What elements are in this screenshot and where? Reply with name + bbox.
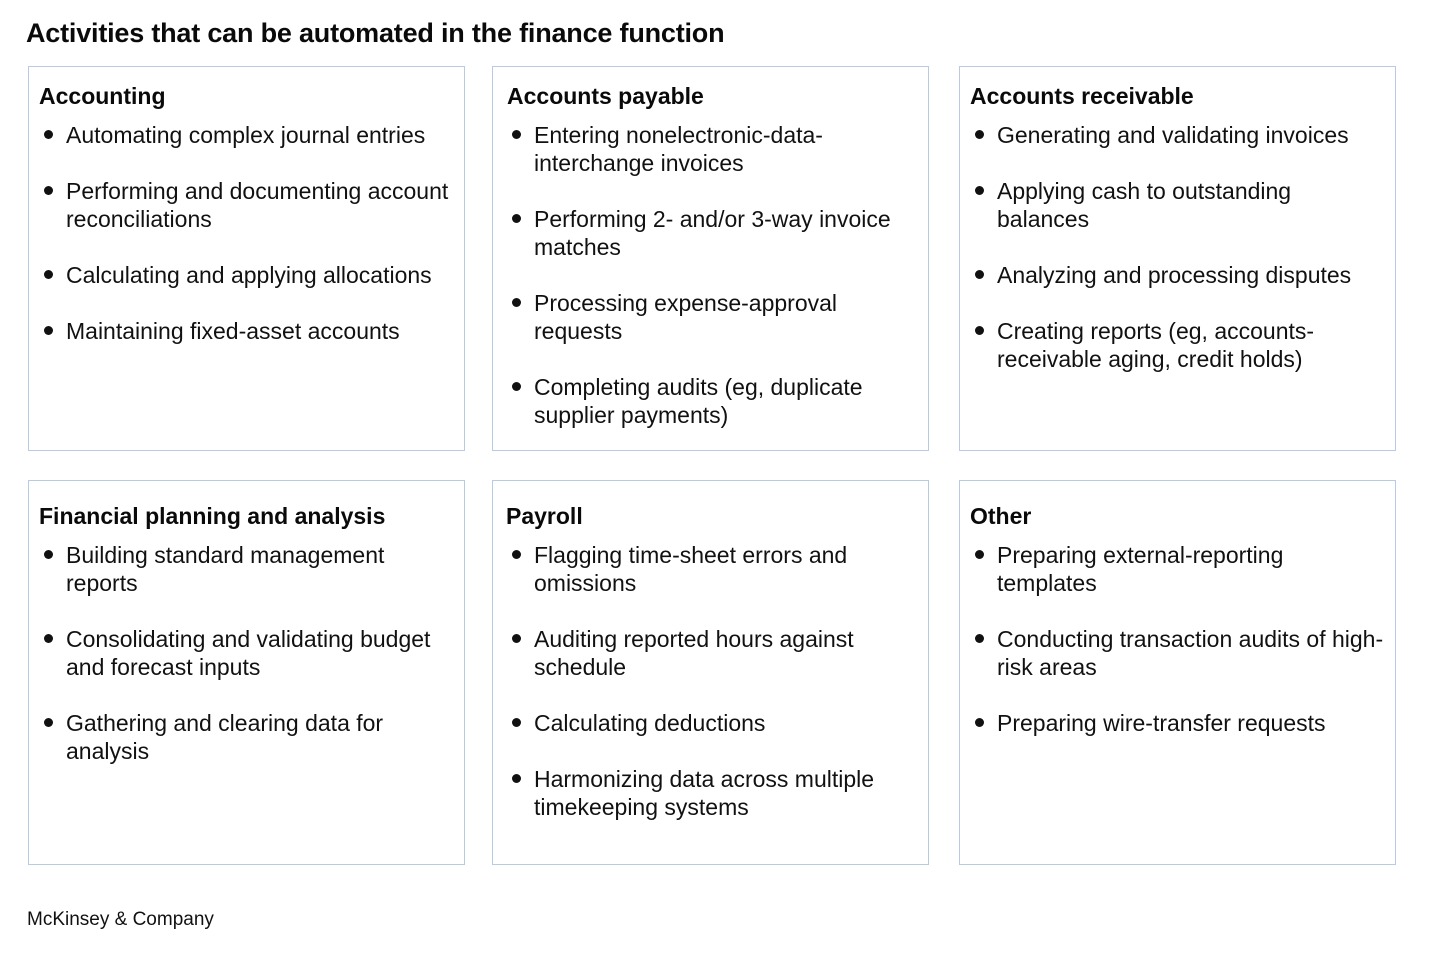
list-item: Calculating deductions (507, 709, 924, 737)
list-item: Performing 2- and/or 3-way invoice matches (507, 205, 924, 261)
activity-list (970, 121, 1389, 401)
activity-list (39, 121, 458, 373)
card-financial-planning (28, 480, 465, 865)
card-heading: Other (970, 503, 1032, 529)
page-title: Activities that can be automated in the finance function (26, 18, 725, 48)
list-item: Automating complex journal entries (39, 121, 458, 149)
list-item: Performing and documenting account reconciliations (39, 177, 458, 233)
list-item: Gathering and clearing data for analysis (39, 709, 458, 765)
list-item: Processing expense-approval requests (507, 289, 924, 345)
list-item: Generating and validating invoices (970, 121, 1389, 149)
list-item: Creating reports (eg, accounts-receivable aging, credit holds) (970, 317, 1389, 373)
activity-list (39, 541, 458, 793)
list-item: Maintaining fixed-asset accounts (39, 317, 458, 345)
card-accounting (28, 66, 465, 451)
list-item: Auditing reported hours against schedule (507, 625, 924, 681)
card-accounts-payable (492, 66, 929, 451)
card-heading: Accounts receivable (970, 83, 1194, 109)
activity-list (507, 121, 924, 457)
card-other (959, 480, 1396, 865)
card-heading: Accounting (39, 83, 166, 109)
activity-list (507, 541, 924, 849)
list-item: Consolidating and validating budget and forecast inputs (39, 625, 458, 681)
list-item: Calculating and applying allocations (39, 261, 458, 289)
list-item: Conducting transaction audits of high-risk areas (970, 625, 1389, 681)
list-item: Preparing external-reporting templates (970, 541, 1389, 597)
card-heading: Financial planning and analysis (39, 503, 386, 529)
list-item: Entering nonelectronic-data-interchange invoices (507, 121, 924, 177)
list-item: Building standard management reports (39, 541, 458, 597)
activity-list (970, 541, 1389, 765)
list-item: Preparing wire-transfer requests (970, 709, 1389, 737)
card-accounts-receivable (959, 66, 1396, 451)
list-item: Applying cash to outstanding balances (970, 177, 1389, 233)
footer-source: McKinsey & Company (27, 909, 214, 930)
list-item: Completing audits (eg, duplicate supplier payments) (507, 373, 924, 429)
card-heading: Accounts payable (507, 83, 704, 109)
list-item: Harmonizing data across multiple timekeeping systems (507, 765, 924, 821)
list-item: Flagging time-sheet errors and omissions (507, 541, 924, 597)
list-item: Analyzing and processing disputes (970, 261, 1389, 289)
card-payroll (492, 480, 929, 865)
card-heading: Payroll (506, 503, 583, 529)
